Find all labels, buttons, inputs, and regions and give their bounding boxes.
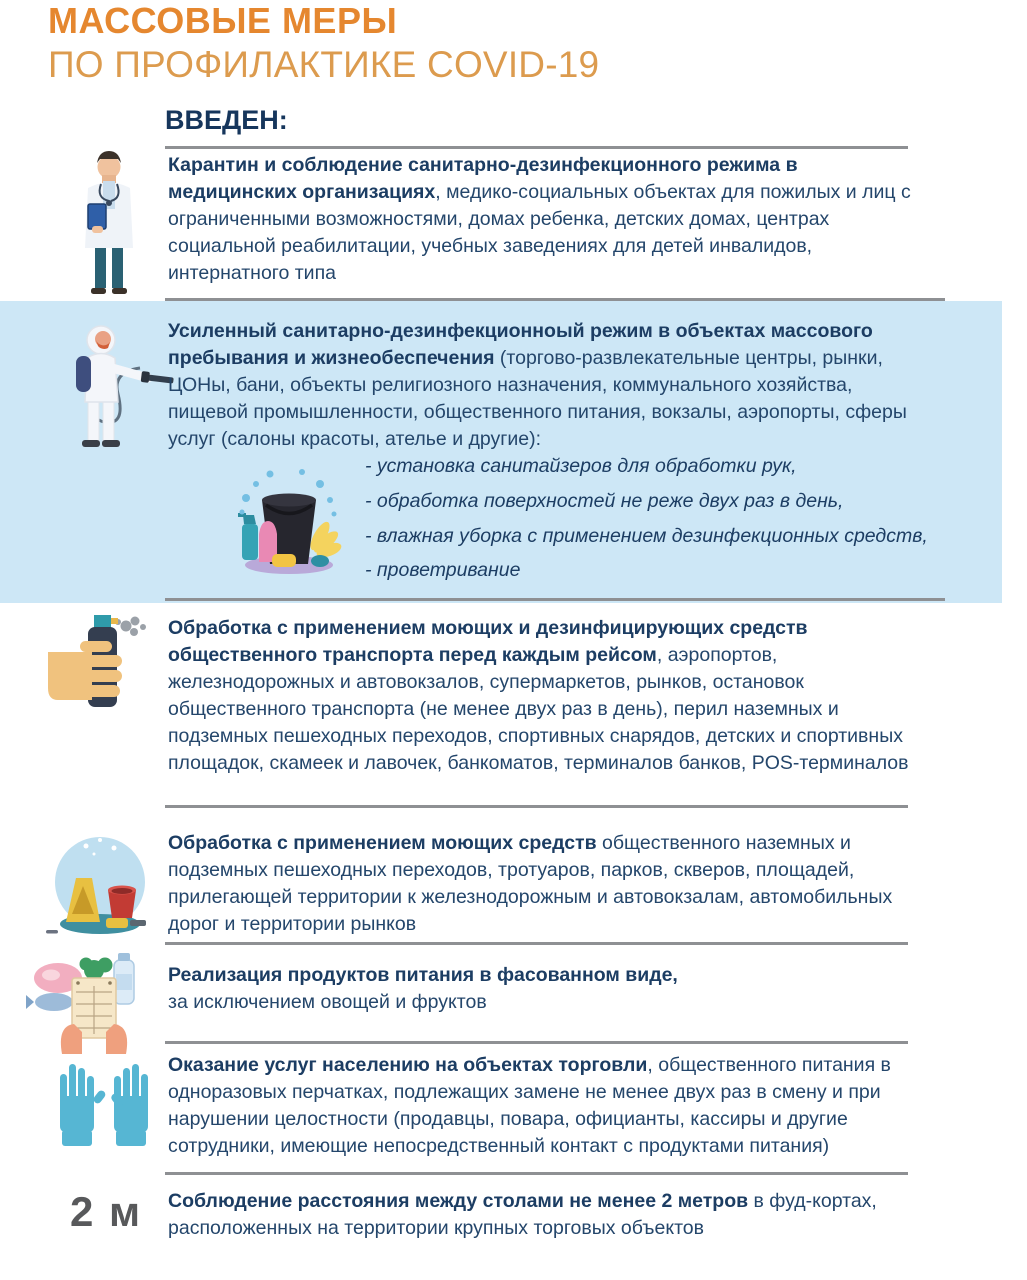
distance-2m-label: 2 м <box>70 1188 143 1235</box>
disinfection-bullet-list <box>365 456 965 582</box>
bullet-item: - установка санитайзеров для обработки рук, <box>365 455 797 477</box>
bullet-item: - влажная уборка с применением дезинфекционных средств, <box>365 524 928 547</box>
divider <box>165 805 908 808</box>
floor-cleaning-icon <box>42 830 158 944</box>
section-body: за исключением овощей и фруктов <box>168 990 487 1013</box>
bullet-item: - проветривание <box>365 559 521 582</box>
section-quarantine-medical <box>168 152 926 287</box>
divider <box>165 1172 908 1175</box>
page-title: МАССОВЫЕ МЕРЫ <box>48 0 398 41</box>
section-lead: Оказание услуг населению на объектах торговли <box>168 1054 648 1076</box>
disinfector-icon <box>52 312 182 454</box>
section-body: , аэропортов, железнодорожных и автовокзалов, супермаркетов, рынков, остановок общественного транспорта (не менее двух раз в день), перил наземных и подземных пешеходных переходов, спортивных снарядов, детских и спортивных площадок, скамеек и лавочек, банкоматов, терминалов банков, POS-терминалов <box>168 643 909 774</box>
section-lead: Реализация продуктов питания в фасованном виде, <box>168 964 678 986</box>
bullet-item: - обработка поверхностей не реже двух раз в день, <box>365 489 844 512</box>
section-transport-disinfection <box>168 615 926 776</box>
section-lead: Обработка с применением моющих и дезинфицирующих средств общественного транспорта перед каждым рейсом <box>168 617 808 666</box>
spray-hand-icon <box>38 610 156 718</box>
section-table-distance <box>168 1188 926 1242</box>
section-enhanced-disinfection <box>168 318 926 453</box>
packaged-food-icon <box>26 950 160 1054</box>
page-subtitle: ПО ПРОФИЛАКТИКЕ COVID-19 <box>48 44 600 85</box>
section-packaged-food <box>168 962 926 1016</box>
section-body: , медико-социальных объектах для пожилых и лиц с ограниченными возможностями, домах ребенка, детских домах, центрах социальной реабилитации, учебных заведениях для детей инвалидов, интернатного типа <box>168 180 911 284</box>
intro-heading: ВВЕДЕН: <box>165 105 288 135</box>
divider <box>165 1041 908 1044</box>
section-gloves-service <box>168 1052 926 1160</box>
section-body: общественного наземных и подземных пешеходных переходов, тротуаров, парков, скверов, площадей, прилегающей территории к железнодорожным и автовокзалам, автомобильных дорог и территории рынков <box>168 832 893 935</box>
section-lead: Карантин и соблюдение санитарно-дезинфекционного режима в медицинских организациях <box>168 154 798 203</box>
divider <box>165 598 945 601</box>
section-lead: Обработка с применением моющих средств <box>168 832 597 854</box>
section-lead: Усиленный санитарно-дезинфекционноый режим в объектах массового пребывания и жизнеобеспечения <box>168 320 873 369</box>
divider <box>165 146 908 149</box>
gloves-icon <box>52 1060 160 1162</box>
section-body: в фуд-кортах, расположенных на территории крупных торговых объектов <box>168 1190 877 1239</box>
section-body: (торгово-развлекательные центры, рынки, ЦОНы, бани, объекты религиозного назначения, коммунального хозяйства, пищевой промышленности, общественного питания, вокзалы, аэропорты, сферы услуг (салоны красоты, ателье и другие): <box>168 346 907 450</box>
section-lead: Соблюдение расстояния между столами не менее 2 метров <box>168 1190 749 1212</box>
section-body: , общественного питания в одноразовых перчатках, подлежащих замене не менее двух раз в смену и при нарушении целостности (продавцы, повара, официанты, кассиры и другие сотрудники, имеющие непосредственный контакт с продуктами питания) <box>168 1054 891 1157</box>
doctor-icon <box>57 148 161 298</box>
divider <box>165 298 945 301</box>
cleaning-bucket-icon <box>230 460 348 578</box>
section-public-areas-washing <box>168 830 926 938</box>
divider <box>165 942 908 945</box>
